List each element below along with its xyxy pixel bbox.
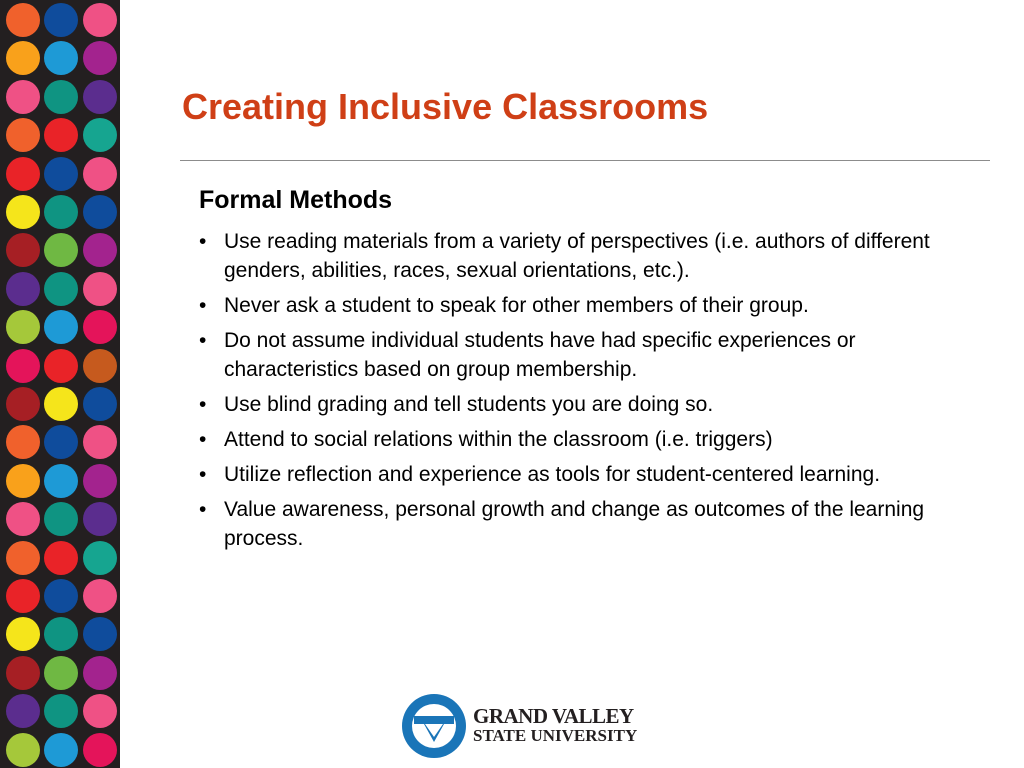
decorative-dot <box>83 349 117 383</box>
wordmark-line-1: GRAND VALLEY <box>473 704 634 728</box>
decorative-dot <box>44 310 78 344</box>
decorative-dot <box>83 233 117 267</box>
decorative-dot <box>6 41 40 75</box>
decorative-dot <box>6 656 40 690</box>
decorative-dot <box>83 310 117 344</box>
decorative-dot <box>44 349 78 383</box>
decorative-dot <box>83 464 117 498</box>
decorative-dot <box>6 617 40 651</box>
bullet-marker: • <box>199 230 207 253</box>
decorative-dot <box>6 272 40 306</box>
bullet-item <box>199 326 939 384</box>
bullet-item <box>199 460 939 489</box>
decorative-dot <box>6 541 40 575</box>
decorative-dot <box>6 3 40 37</box>
decorative-dot <box>44 3 78 37</box>
bullet-marker: • <box>199 428 207 451</box>
decorative-dot <box>6 579 40 613</box>
bullet-item <box>199 495 939 553</box>
decorative-dot <box>44 387 78 421</box>
decorative-dot <box>83 41 117 75</box>
bullet-marker: • <box>199 393 207 416</box>
wordmark-line-2: STATE UNIVERSITY <box>473 726 638 745</box>
decorative-dot <box>83 118 117 152</box>
decorative-dot <box>83 3 117 37</box>
bullet-item <box>199 291 939 320</box>
decorative-dot <box>6 733 40 767</box>
decorative-dot <box>6 502 40 536</box>
decorative-dot <box>6 157 40 191</box>
decorative-dot-strip <box>0 0 120 768</box>
decorative-dot <box>83 617 117 651</box>
decorative-dot <box>44 579 78 613</box>
section-subheading: Formal Methods <box>199 186 393 214</box>
bullet-marker: • <box>199 498 207 521</box>
decorative-dot <box>44 502 78 536</box>
bullet-text: Never ask a student to speak for other members of their group. <box>224 294 809 317</box>
decorative-dot <box>83 195 117 229</box>
decorative-dot <box>44 80 78 114</box>
decorative-dot <box>6 387 40 421</box>
decorative-dot <box>83 733 117 767</box>
decorative-dot <box>44 541 78 575</box>
decorative-dot <box>83 502 117 536</box>
decorative-dot <box>44 656 78 690</box>
gvsu-wordmark <box>473 706 637 746</box>
decorative-dot <box>6 80 40 114</box>
decorative-dot <box>44 694 78 728</box>
bullet-text: Use reading materials from a variety of perspectives (i.e. authors of different genders, abilities, races, sexual orientations, etc.). <box>224 230 930 282</box>
decorative-dot <box>6 310 40 344</box>
bullet-text: Attend to social relations within the classroom (i.e. triggers) <box>224 428 773 451</box>
slide-title: Creating Inclusive Classrooms <box>182 86 709 127</box>
bullet-marker: • <box>199 294 207 317</box>
decorative-dot <box>83 579 117 613</box>
decorative-dot <box>44 118 78 152</box>
decorative-dot <box>44 425 78 459</box>
decorative-dot <box>83 425 117 459</box>
decorative-dot <box>83 387 117 421</box>
decorative-dot <box>44 233 78 267</box>
decorative-dot <box>6 425 40 459</box>
decorative-dot <box>6 349 40 383</box>
decorative-dot <box>44 617 78 651</box>
decorative-dot <box>83 656 117 690</box>
decorative-dot <box>44 272 78 306</box>
decorative-dot <box>83 272 117 306</box>
bullet-text: Utilize reflection and experience as tools for student-centered learning. <box>224 463 881 486</box>
decorative-dot <box>6 233 40 267</box>
decorative-dot <box>83 541 117 575</box>
decorative-dot <box>83 80 117 114</box>
bullet-marker: • <box>199 329 207 352</box>
bullet-marker: • <box>199 463 207 486</box>
decorative-dot <box>6 195 40 229</box>
bullet-item <box>199 390 939 419</box>
gvsu-emblem-icon <box>402 694 466 758</box>
bullet-item <box>199 425 939 454</box>
bullet-text: Use blind grading and tell students you are doing so. <box>224 393 714 416</box>
bullet-list <box>199 227 939 559</box>
decorative-dot <box>44 733 78 767</box>
decorative-dot <box>44 195 78 229</box>
title-divider <box>180 160 990 161</box>
decorative-dot <box>6 464 40 498</box>
bullet-text: Value awareness, personal growth and change as outcomes of the learning process. <box>224 498 925 550</box>
decorative-dot <box>83 157 117 191</box>
decorative-dot <box>44 157 78 191</box>
bullet-item <box>199 227 939 285</box>
decorative-dot <box>6 694 40 728</box>
decorative-dot <box>44 41 78 75</box>
bullet-text: Do not assume individual students have had specific experiences or characteristics based on group membership. <box>224 329 856 381</box>
decorative-dot <box>6 118 40 152</box>
decorative-dot <box>83 694 117 728</box>
decorative-dot <box>44 464 78 498</box>
